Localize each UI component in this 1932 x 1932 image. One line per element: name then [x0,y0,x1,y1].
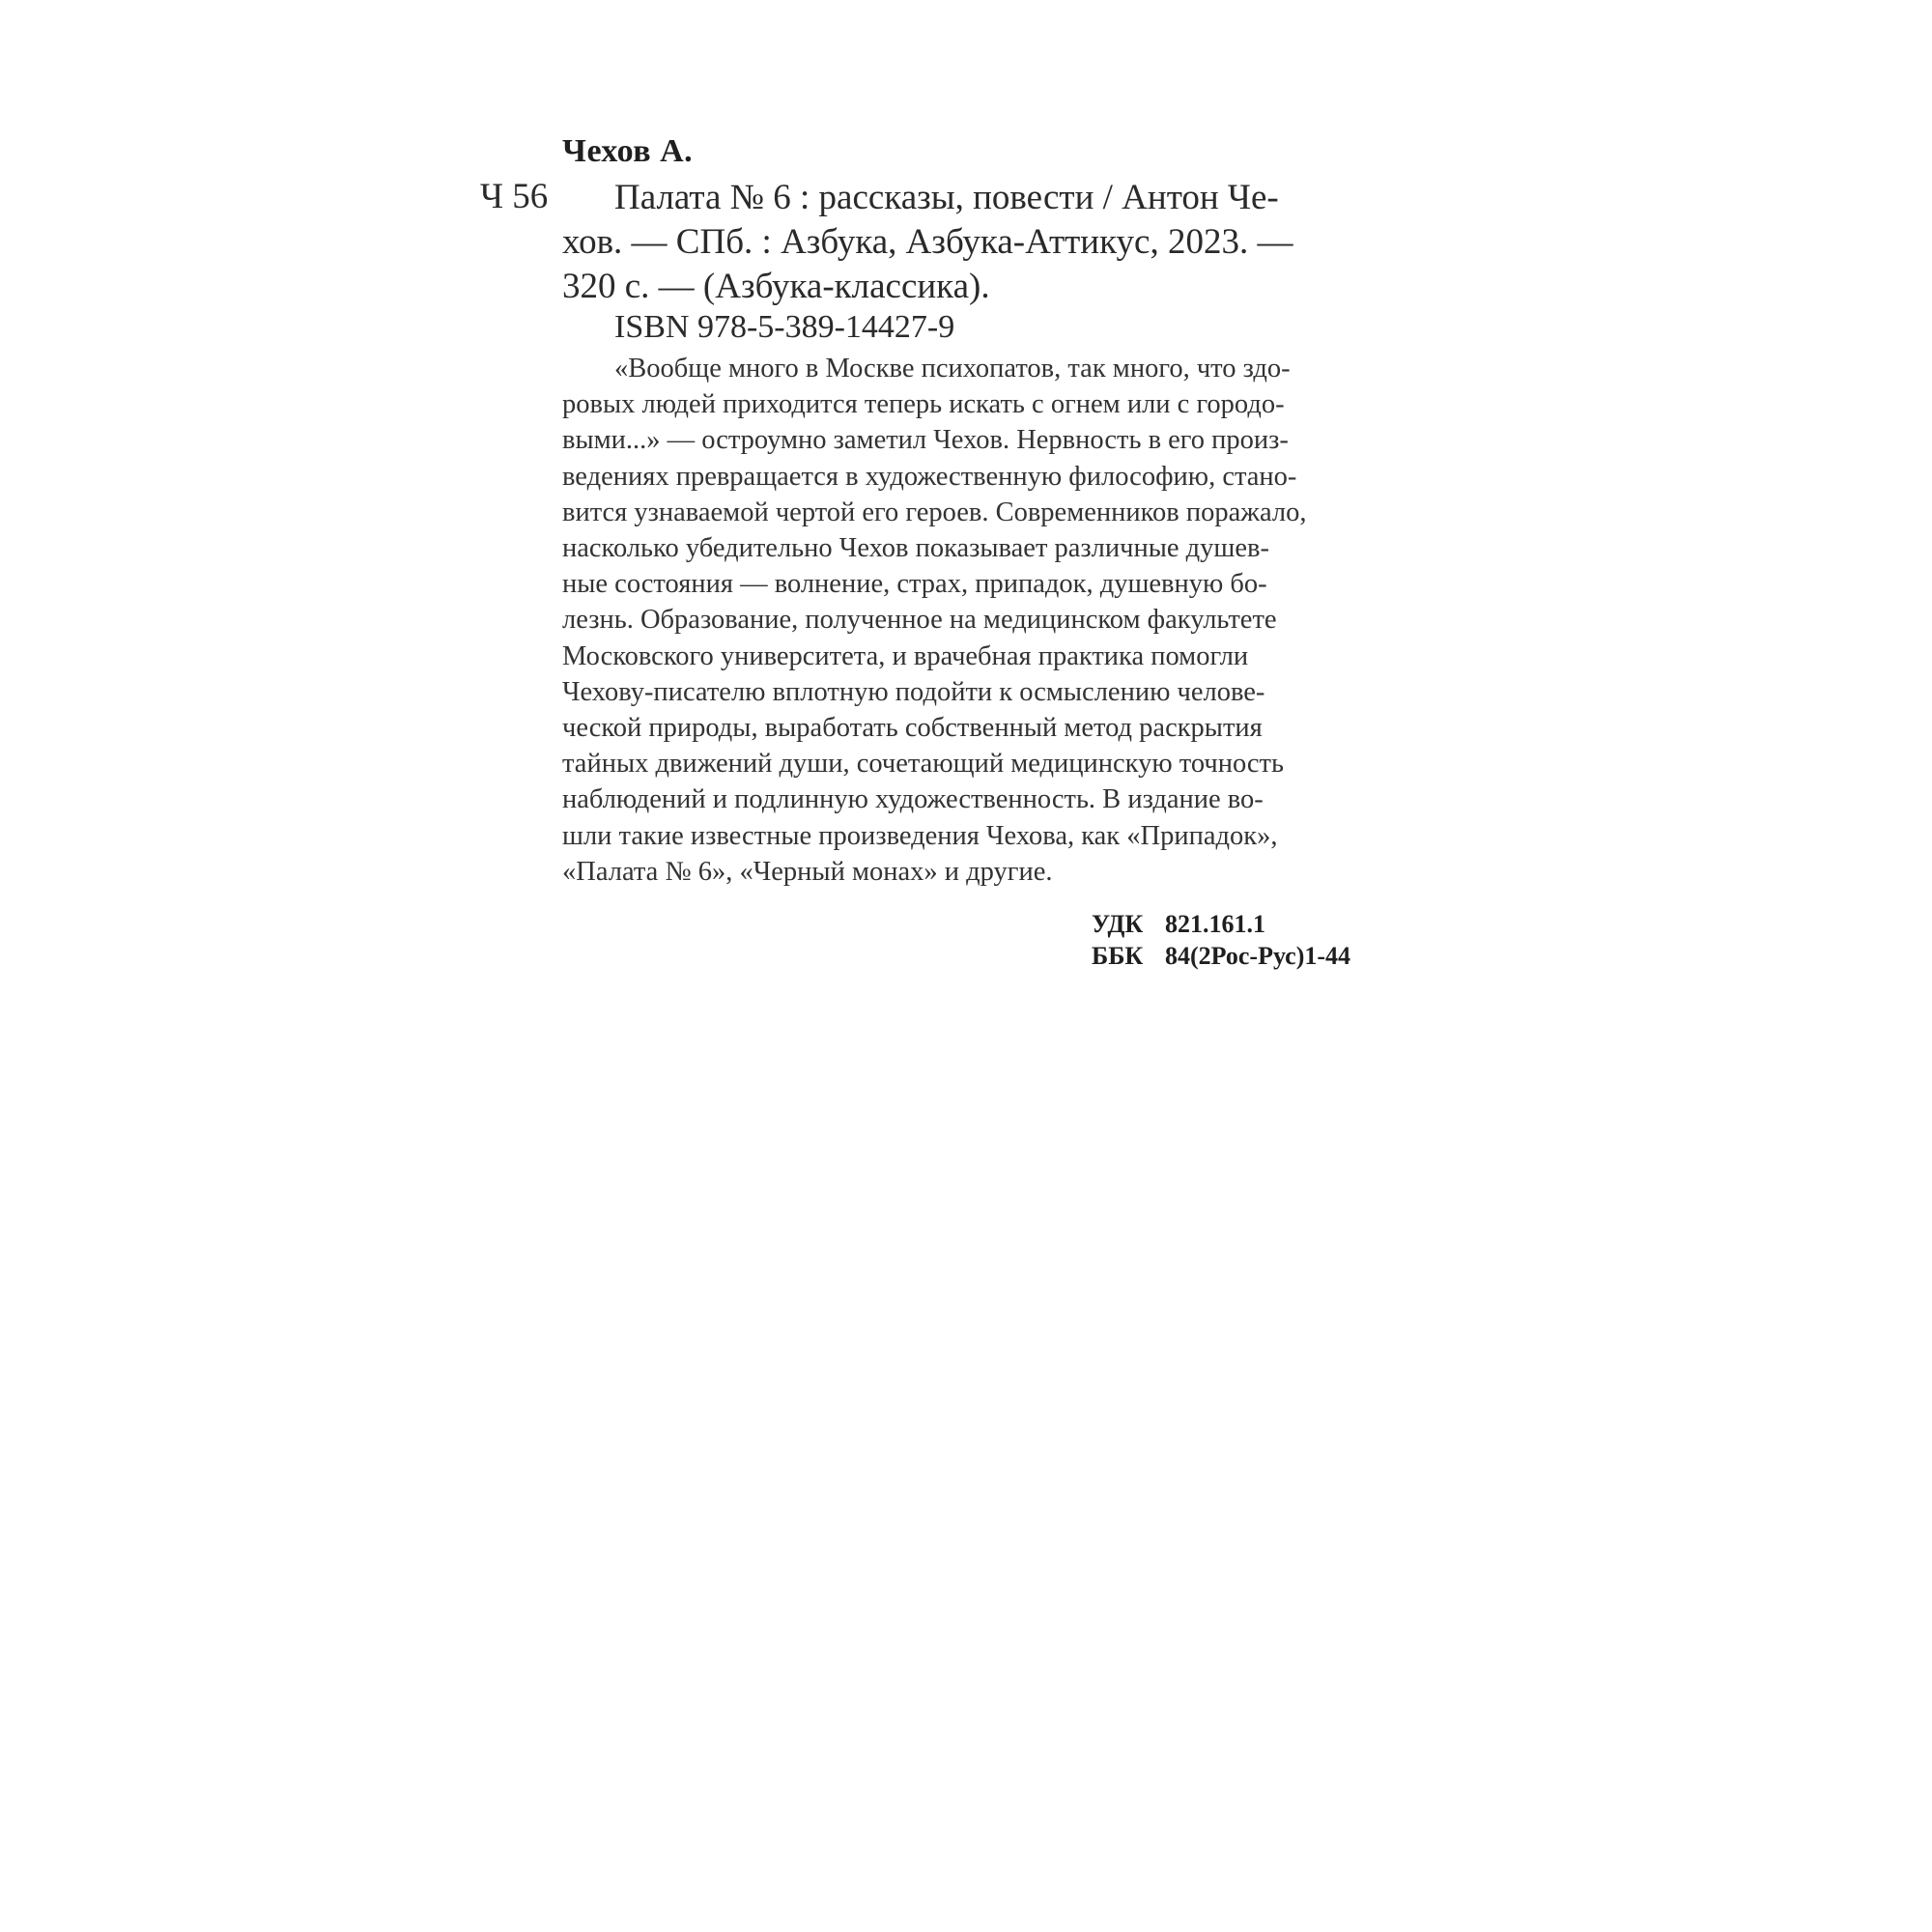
bbk-row [1092,940,1350,972]
annotation-line: «Вообще много в Москве психопатов, так много, что здо- [614,354,1291,384]
annotation-line: Московского университета, и врачебная практика помогли [562,640,1249,671]
udk-value: 821.161.1 [1165,910,1265,938]
annotation-line: «Палата № 6», «Черный монах» и другие. [562,856,1053,887]
annotation-line: тайных движений души, сочетающий медицинскую точность [562,749,1285,780]
isbn: ISBN 978-5-389-14427-9 [614,309,955,345]
udk-row [1092,908,1350,940]
entry-line: хов. — СПб. : Азбука, Азбука-Аттикус, 2023. — [562,222,1293,262]
bbk-label: ББК [1092,942,1144,970]
annotation-line: лезнь. Образование, полученное на медицинском факультете [562,605,1277,636]
bibliographic-entry [562,176,1381,309]
entry-line: 320 с. — (Азбука-классика). [562,267,990,306]
annotation-line: ведениях превращается в художественную философию, стано- [562,461,1297,492]
entry-line: Палата № 6 : рассказы, повести / Антон Че- [614,178,1279,217]
annotation-line: ные состояния — волнение, страх, припадок, душевную бо- [562,569,1267,600]
udk-label: УДК [1092,910,1144,938]
annotation-line: наблюдений и подлинную художественность. В издание во- [562,784,1264,815]
annotation-line: выми...» — остроумно заметил Чехов. Нервность в его произ- [562,425,1289,456]
classification-codes [1092,908,1350,972]
annotation-line: Чехову-писателю вплотную подойти к осмыслению челове- [562,676,1265,707]
annotation [562,351,1381,890]
author-heading: Чехов А. [562,133,694,169]
bbk-value: 84(2Рос-Рус)1-44 [1165,942,1351,970]
author-code: Ч 56 [480,177,549,216]
annotation-line: насколько убедительно Чехов показывает различные душев- [562,533,1269,564]
annotation-line: ровых людей приходится теперь искать с огнем или с городо- [562,389,1285,420]
annotation-line: ческой природы, выработать собственный метод раскрытия [562,713,1263,744]
annotation-line: шли такие известные произведения Чехова, как «Припадок», [562,820,1278,851]
annotation-line: вится узнаваемой чертой его героев. Современников поражало, [562,497,1307,527]
